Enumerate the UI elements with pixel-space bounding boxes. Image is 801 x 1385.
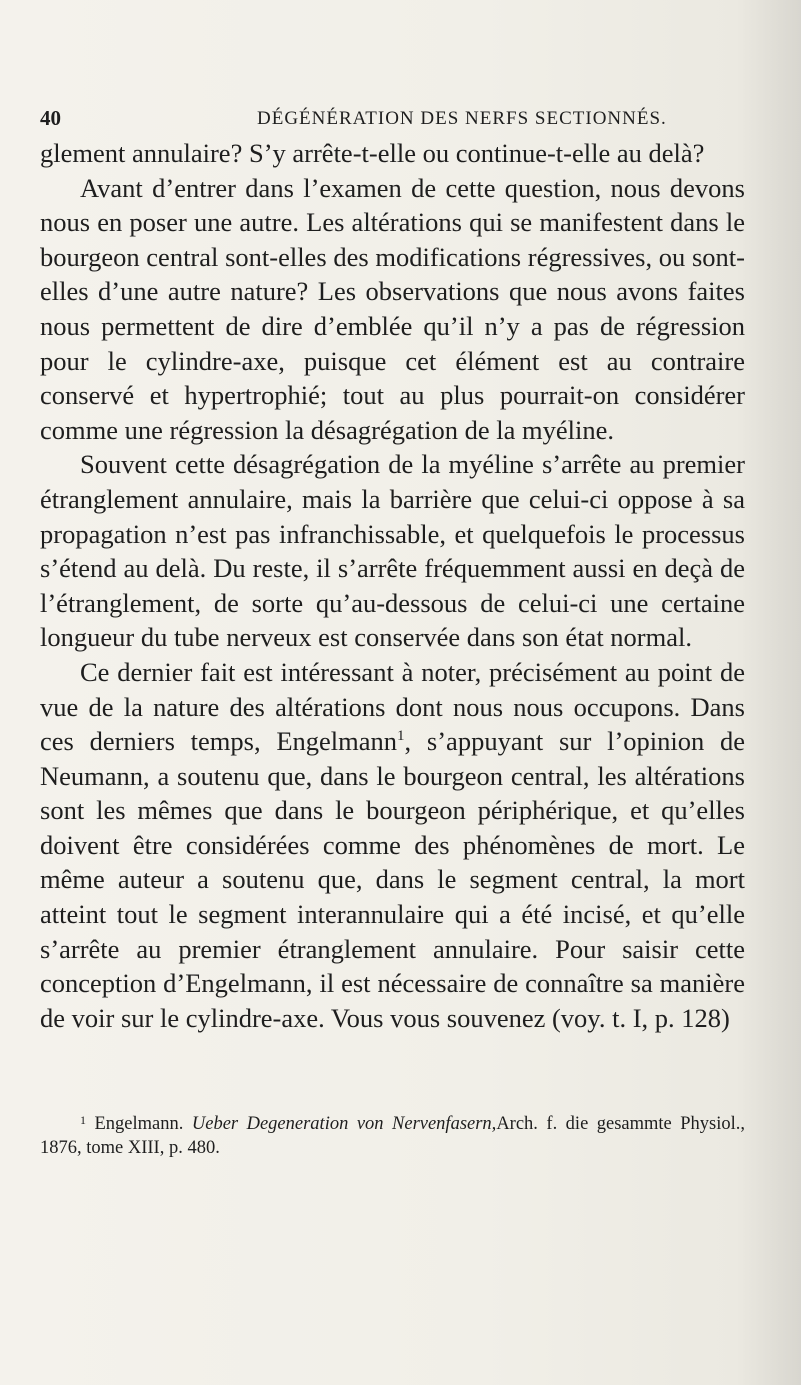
page-header	[40, 106, 740, 136]
paragraph	[40, 655, 745, 1036]
page-number: 40	[40, 106, 61, 130]
footnote	[40, 1112, 745, 1160]
footnote-marker: 1	[80, 1113, 86, 1127]
paragraph-text: , s’appuyant sur l’opinion de Neumann, a soutenu que, dans le bourgeon central, les altérations sont les mêmes que dans le bourgeon périphérique, et qu’elles doivent être considérées comme des phénomènes de mort. Le même auteur a soutenu que, dans le segment central, la mort atteint tout le segment interannulaire qui a été incisé, et qu’elle s’arrête au premier étranglement annulaire. Pour saisir cette conception d’Engelmann, il est nécessaire de connaître sa manière de voir sur le cylindre-axe. Vous vous souvenez (voy. t. I, p. 128)	[40, 726, 745, 1033]
footnote-citation: Arch. f. die gesammte Physiol., 1876, tome XIII, p. 480.	[40, 1114, 746, 1158]
footnote-reference: 1	[397, 728, 405, 745]
body-text	[40, 136, 745, 1035]
footnote-title: Ueber Degeneration von Nervenfasern,	[191, 1114, 497, 1134]
paragraph-text: Ce dernier fait est intéressant à noter, précisément au point de vue de la nature des altérations dont nous nous occupons. Dans ces derniers temps, Engelmann	[40, 656, 745, 757]
paragraph: Avant d’entrer dans l’examen de cette question, nous devons nous en poser une autre. Les altérations qui se manifestent dans le bourgeon central sont-elles des modifications régressives, ou sont-elles d’une autre nature? Les observations que nous avons faites nous permettent de dire d’emblée qu’il n’y a pas de régression pour le cylindre-axe, puisque cet élément est au contraire conservé et hypertrophié; tout au plus pourrait-on considérer comme une régression la désagrégation de la myéline.	[40, 172, 745, 445]
paragraph-continuation: glement annulaire? S’y arrête-t-elle ou continue-t-elle au delà?	[40, 138, 705, 168]
paragraph: Souvent cette désagrégation de la myéline s’arrête au premier étranglement annulaire, mais la barrière que celui-ci oppose à sa propagation n’est pas infranchissable, et quelquefois le processus s’étend au delà. Du reste, il s’arrête fréquemment aussi en deçà de l’étranglement, de sorte qu’au-dessous de celui-ci une certaine longueur du tube nerveux est conservée dans son état normal.	[40, 449, 745, 653]
footnote-author: Engelmann.	[94, 1114, 184, 1134]
running-head: DÉGÉNÉRATION DES NERFS SECTIONNÉS.	[257, 108, 667, 129]
